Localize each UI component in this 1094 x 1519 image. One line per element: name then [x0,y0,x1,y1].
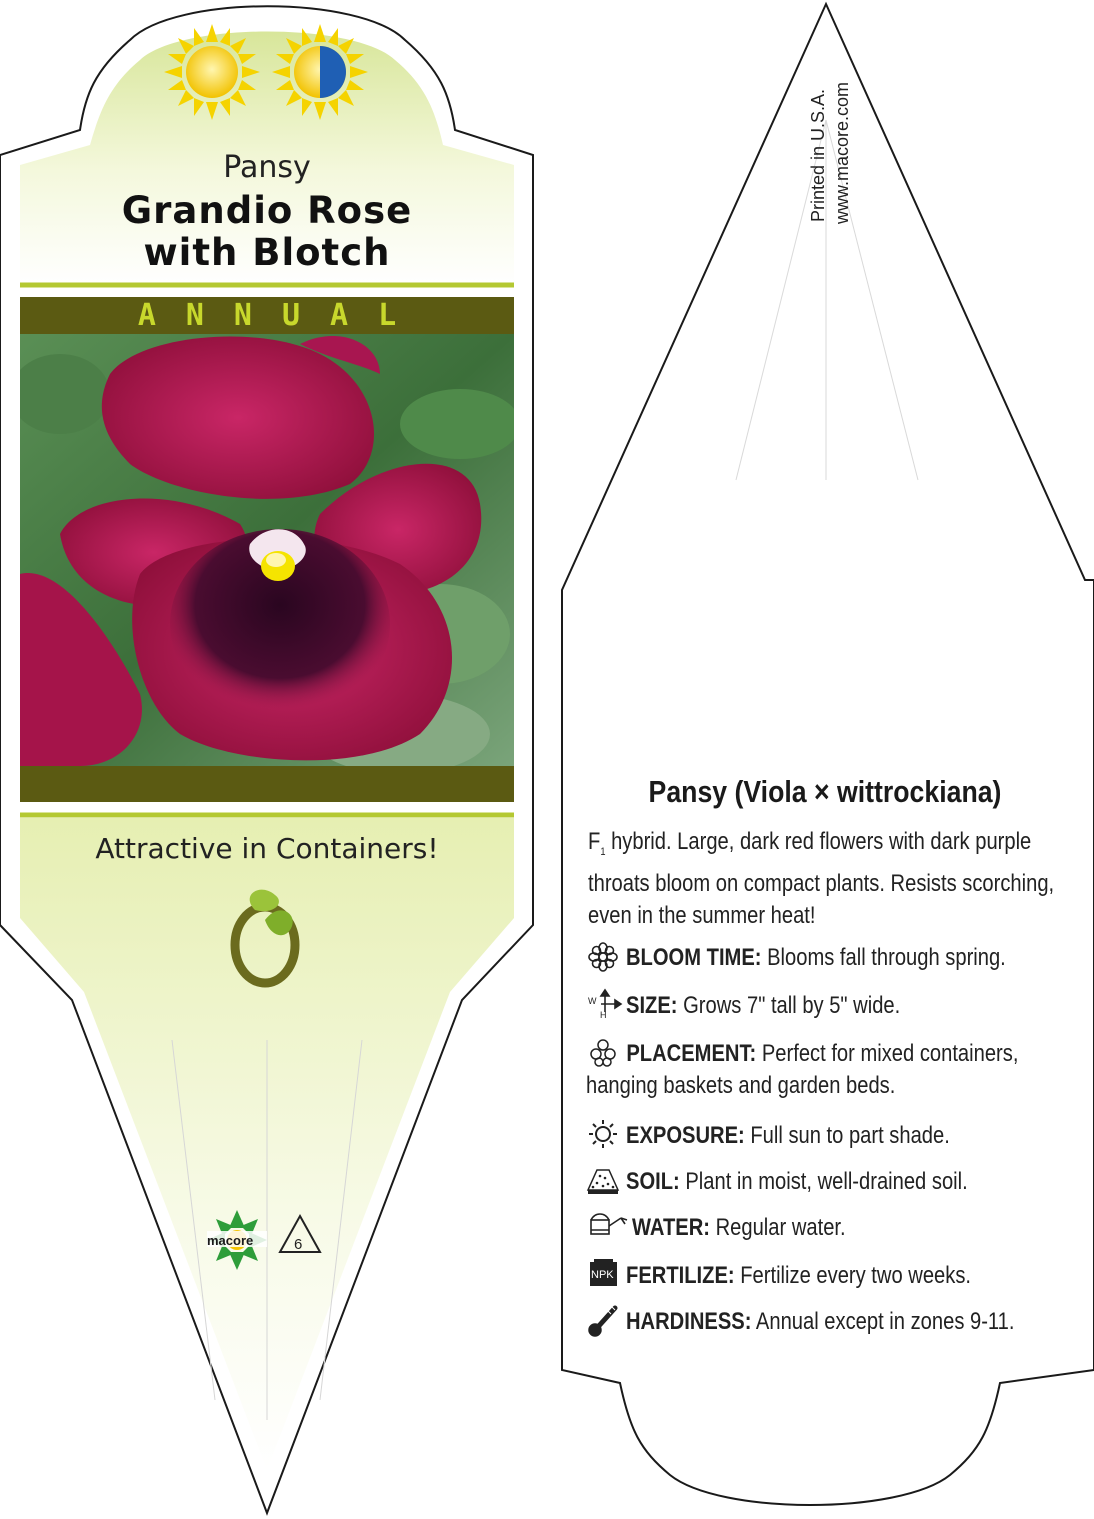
detail-hardiness [586,1306,1094,1338]
detail-label: SOIL: [626,1168,680,1195]
detail-label: FERTILIZE: [626,1262,735,1289]
detail-value: Grows 7" tall by 5" wide. [677,992,901,1019]
detail-label: BLOOM TIME: [626,944,762,971]
lower-band [20,766,514,802]
detail-fertilize [586,1260,1094,1292]
detail-water [586,1212,1094,1244]
detail-placement [586,1038,1086,1102]
detail-label: EXPOSURE: [626,1122,745,1149]
plant-type-label: ANNUAL [137,298,427,333]
detail-label: WATER: [632,1214,711,1241]
variety-name-line2: with Blotch [143,231,391,274]
flower-photo [20,334,514,766]
part-shade-icon [272,24,368,120]
size-icon-width-letter: W [588,996,597,1006]
detail-value: Perfect for mixed containers, hanging baskets and garden beds. [586,1040,1019,1099]
detail-size [586,990,1094,1022]
variety-name-line1: Grandio Rose [121,189,413,232]
detail-bloom-time [586,942,1094,974]
full-sun-icon [164,24,260,120]
description-prefix: F [588,828,601,855]
detail-label: PLACEMENT: [626,1040,757,1067]
description [588,826,1088,932]
website-text: www.macore.com [832,81,852,224]
brand-name: macore [207,1233,254,1248]
common-name: Pansy [223,150,311,185]
detail-value: Annual except in zones 9-11. [751,1308,1015,1335]
variety-name [20,190,514,274]
detail-value: Fertilize every two weeks. [734,1262,972,1289]
npk-icon-text: NPK [591,1269,614,1281]
recycle-code: 6 [294,1236,303,1253]
detail-label: SIZE: [626,992,678,1019]
detail-value: Blooms fall through spring. [761,944,1006,971]
description-text: hybrid. Large, dark red flowers with dark purple throats bloom on compact plants. Resists scorching, even in the summer heat! [588,828,1055,929]
description-sub: 1 [600,845,606,858]
printed-in-text: Printed in U.S.A. [808,88,828,222]
tagline: Attractive in Containers! [95,832,439,865]
pansy-flower-image [20,334,514,766]
detail-value: Regular water. [710,1214,846,1241]
detail-exposure [586,1120,1094,1152]
detail-value: Plant in moist, well-drained soil. [679,1168,968,1195]
detail-value: Full sun to part shade. [744,1122,950,1149]
detail-label: HARDINESS: [626,1308,752,1335]
detail-soil [586,1166,1094,1198]
size-icon-height-letter: H [600,1010,607,1020]
botanical-title: Pansy (Viola × wittrockiana) [648,774,1002,809]
